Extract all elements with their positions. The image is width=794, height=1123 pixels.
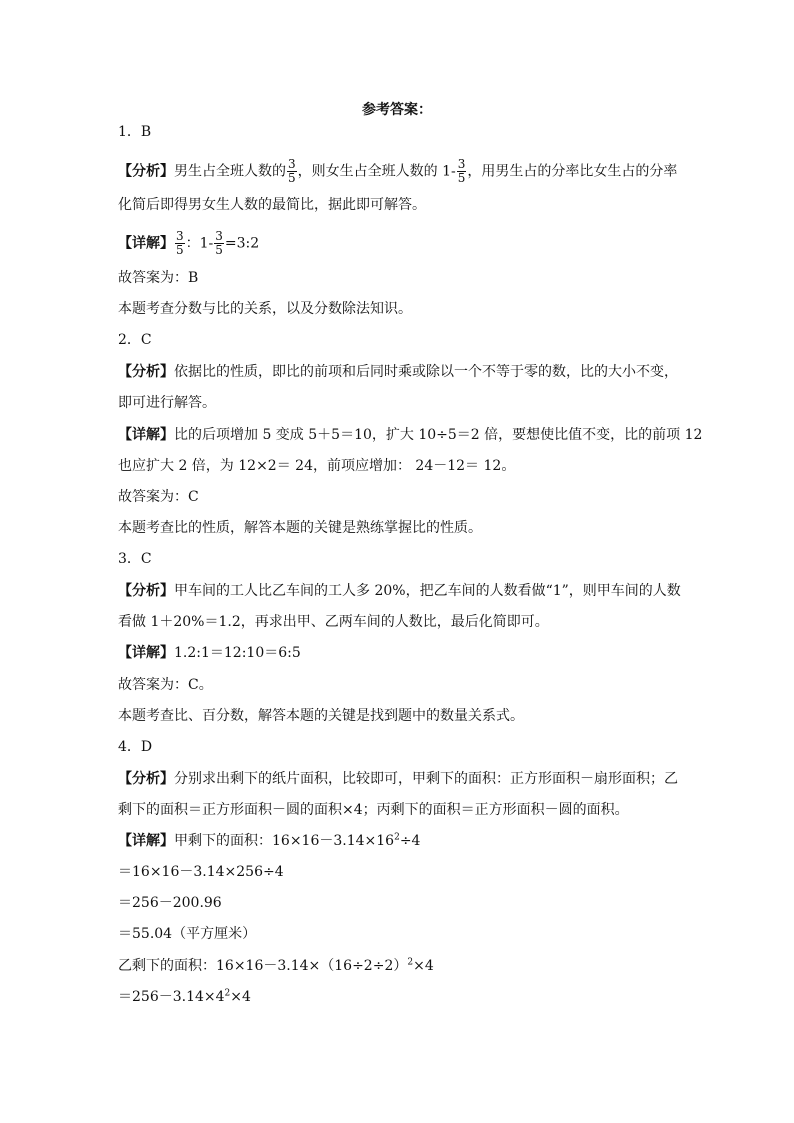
page-title: 参考答案： bbox=[362, 102, 432, 118]
q1-analysis-text-b: ，则女生占全班人数的 1- bbox=[297, 163, 456, 180]
q4-detail-text-a: 甲剩下的面积：16×16－3.14×16 bbox=[174, 833, 395, 849]
q4-detail-text-a-end: ÷4 bbox=[399, 833, 421, 849]
detail-tag: 【详解】 bbox=[118, 645, 174, 661]
q1-number: 1．B bbox=[118, 124, 152, 140]
q2-analysis-line2: 即可进行解答。 bbox=[118, 395, 216, 411]
q1-detail-text-b: =3:2 bbox=[224, 235, 260, 252]
fraction-numerator: 3 bbox=[176, 229, 184, 243]
superscript-two: 2 bbox=[407, 957, 414, 968]
q2-detail-line1 bbox=[118, 425, 702, 445]
fraction-three-fifths bbox=[214, 230, 224, 257]
q4-detail-line2 bbox=[118, 956, 434, 976]
q3-analysis-text: 甲车间的工人比乙车间的工人多 20%，把乙车间的人数看做“1”，则甲车间的人数 bbox=[174, 583, 681, 599]
q2-summary: 本题考查比的性质，解答本题的关键是熟练掌握比的性质。 bbox=[118, 520, 482, 536]
q1-analysis-text-c: ，用男生占的分率比女生占的分率 bbox=[467, 163, 678, 180]
fraction-numerator: 3 bbox=[215, 229, 223, 243]
fraction-denominator: 5 bbox=[288, 171, 296, 185]
q3-detail-line1 bbox=[118, 643, 301, 663]
q1-detail-line bbox=[118, 230, 259, 257]
fraction-numerator: 3 bbox=[457, 157, 466, 171]
q4-step4-text-end: ×4 bbox=[230, 989, 251, 1005]
detail-tag: 【详解】 bbox=[118, 235, 174, 252]
q4-analysis-text: 分别求出剩下的纸片面积，比较即可，甲剩下的面积：正方形面积－扇形面积；乙 bbox=[174, 771, 678, 787]
q4-step4 bbox=[118, 987, 251, 1007]
analysis-tag: 【分析】 bbox=[118, 583, 174, 599]
q3-number: 3．C bbox=[118, 551, 152, 567]
superscript-two: 2 bbox=[224, 988, 231, 999]
detail-tag: 【详解】 bbox=[118, 427, 174, 443]
analysis-tag: 【分析】 bbox=[118, 364, 174, 380]
q4-detail-text-b: 乙剩下的面积：16×16－3.14×（16÷2÷2） bbox=[118, 958, 408, 974]
q4-detail-text-b-end: ×4 bbox=[413, 958, 434, 974]
q4-step4-text: ＝256－3.14×4 bbox=[118, 989, 225, 1005]
q3-analysis-line1 bbox=[118, 581, 681, 601]
detail-tag: 【详解】 bbox=[118, 833, 174, 849]
fraction-numerator: 3 bbox=[288, 157, 296, 171]
q2-detail-line2: 也应扩大 2 倍，为 12×2＝ 24，前项应增加： 24－12＝ 12。 bbox=[118, 458, 516, 474]
q4-step1: ＝16×16－3.14×256÷4 bbox=[118, 864, 284, 880]
fraction-three-fifths bbox=[287, 158, 297, 185]
q4-step3: ＝55.04（平方厘米） bbox=[118, 926, 257, 942]
q3-analysis-line2: 看做 1＋20%＝1.2，再求出甲、乙两车间的人数比，最后化简即可。 bbox=[118, 614, 549, 630]
superscript-two: 2 bbox=[394, 832, 400, 843]
fraction-three-fifths bbox=[457, 158, 467, 185]
q1-summary: 本题考查分数与比的关系，以及分数除法知识。 bbox=[118, 301, 412, 317]
fraction-denominator: 5 bbox=[457, 171, 466, 185]
q4-analysis-line2: 剩下的面积＝正方形面积－圆的面积×4；丙剩下的面积＝正方形面积－圆的面积。 bbox=[118, 802, 629, 818]
fraction-denominator: 5 bbox=[176, 243, 184, 257]
q1-detail-text-a: ：1- bbox=[185, 235, 214, 252]
fraction-denominator: 5 bbox=[215, 243, 223, 257]
q1-analysis-line2: 化简后即得男女生人数的最简比，据此即可解答。 bbox=[118, 197, 426, 213]
q2-analysis-text: 依据比的性质，即比的前项和后同时乘或除以一个不等于零的数，比的大小不变， bbox=[174, 364, 678, 380]
q4-number: 4．D bbox=[118, 739, 153, 755]
q4-analysis-line1 bbox=[118, 769, 678, 789]
q3-answer: 故答案为：C。 bbox=[118, 677, 213, 693]
q2-detail-text: 比的后项增加 5 变成 5＋5＝10，扩大 10÷5＝2 倍，要想使比值不变，比的前项 12 bbox=[174, 427, 703, 443]
q3-detail-text: 1.2:1＝12:10＝6:5 bbox=[174, 645, 301, 661]
q2-analysis-line1 bbox=[118, 362, 678, 382]
q4-detail-line1 bbox=[118, 831, 420, 851]
q3-summary: 本题考查比、百分数，解答本题的关键是找到题中的数量关系式。 bbox=[118, 708, 524, 724]
q4-step2: ＝256－200.96 bbox=[118, 895, 222, 911]
analysis-tag: 【分析】 bbox=[118, 771, 174, 787]
q2-answer: 故答案为：C bbox=[118, 489, 199, 505]
fraction-three-fifths bbox=[175, 230, 185, 257]
q1-answer: 故答案为：B bbox=[118, 270, 199, 286]
q1-analysis-line1 bbox=[118, 158, 677, 185]
q2-number: 2．C bbox=[118, 332, 152, 348]
q1-analysis-text-a: 男生占全班人数的 bbox=[174, 163, 286, 180]
analysis-tag: 【分析】 bbox=[118, 163, 174, 180]
